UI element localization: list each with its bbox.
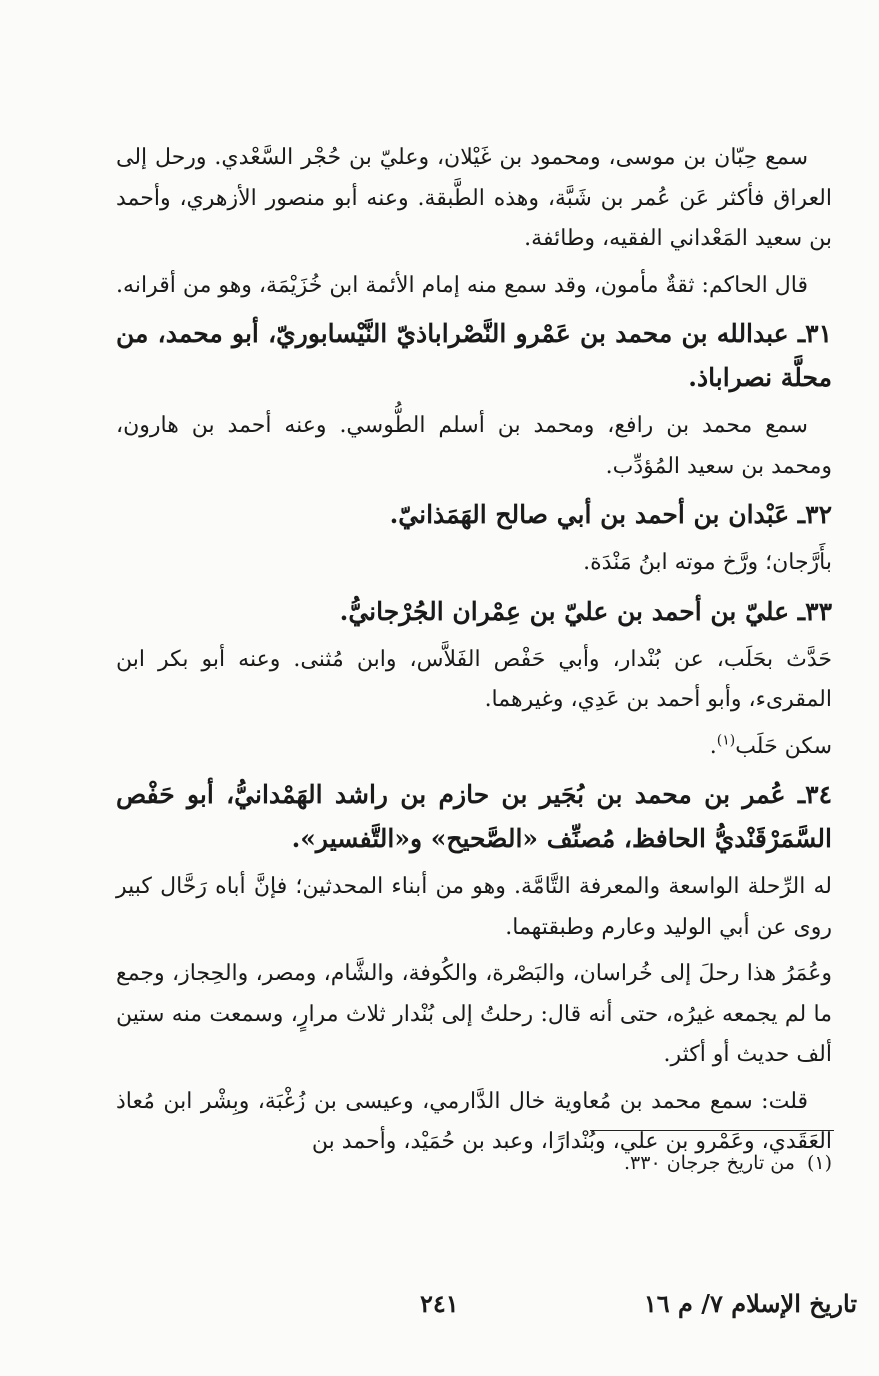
paragraph-end: . xyxy=(709,733,717,759)
paragraph: حَدَّث بحَلَب، عن بُنْدار، وأبي حَفْص الفَلاَّس، وابن مُثنى. وعنه أبو بكر ابن المقرىء، وأبو أحمد بن عَدِي، وغيرهما. xyxy=(116,646,832,712)
paragraph: وعُمَرُ هذا رحلَ إلى خُراسان، والبَصْرة، والكُوفة، والشَّام، ومصر، والحِجاز، وجمع ما لم يجمعه غيرُه، حتى أنه قال: رحلتُ إلى بُنْدار ثلاث مرارٍ، وسمعت منه ستين ألف حديث أو أكثر. xyxy=(116,961,832,1067)
entry-heading-34: ٣٤ـ عُمر بن محمد بن بُجَير بن حازم بن راشد الهَمْدانيُّ، أبو حَفْص السَّمَرْقَنْديُّ الحافظ، مُصنِّف «الصَّحيح» و«التَّفسير». xyxy=(116,780,832,853)
running-title: تاريخ الإسلام ٧/ م ١٦ xyxy=(643,1289,857,1318)
footnote xyxy=(624,1148,832,1178)
paragraph: بأَرَّجان؛ ورَّخ موته ابنُ مَنْدَة. xyxy=(583,550,832,575)
entry-heading-33: ٣٣ـ عليّ بن أحمد بن عليّ بن عِمْران الجُرْجانيُّ. xyxy=(339,596,832,626)
entry-heading-31: ٣١ـ عبدالله بن محمد بن عَمْرو النَّصْراباذيّ النَّيْسابوريّ، أبو محمد، من محلَّة نصراباذ. xyxy=(116,319,832,392)
paragraph xyxy=(116,727,832,768)
main-text xyxy=(116,138,832,1169)
footnote-text: من تاريخ جرجان ٣٣٠. xyxy=(623,1152,795,1174)
paragraph: سمع حِبّان بن موسى، ومحمود بن غَيْلان، وعليّ بن حُجْر السَّعْدي. ورحل إلى العراق فأكثر عَن عُمر بن شَبَّة، وهذه الطَّبقة. وعنه أبو منصور الأزهري، وأحمد بن سعيد المَعْداني الفقيه، وطائفة. xyxy=(116,145,832,251)
paragraph: قلت: سمع محمد بن مُعاوية خال الدَّارمي، وعيسى بن زُغْبَة، وبِشْر ابن مُعاذ العَقَدي، وعَمْرو بن علي، وبُنْدارًا، وعبد بن حُمَيْد، وأحمد بن xyxy=(116,1088,832,1154)
footnote-number: (١) xyxy=(806,1152,832,1174)
page-footer xyxy=(0,1282,879,1326)
footnote-divider xyxy=(590,1130,834,1131)
footnote-reference[interactable]: (١) xyxy=(716,732,736,749)
page-number: ٢٤١ xyxy=(420,1289,459,1318)
paragraph: له الرِّحلة الواسعة والمعرفة التَّامَّة. وهو من أبناء المحدثين؛ فإنَّ أباه رَحَّال كبير روى عن أبي الوليد وعارم وطبقتهما. xyxy=(116,874,832,940)
paragraph: قال الحاكم: ثقةٌ مأمون، وقد سمع منه إمام الأئمة ابن خُزَيْمَة، وهو من أقرانه. xyxy=(116,272,808,298)
entry-heading-32: ٣٢ـ عَبْدان بن أحمد بن أبي صالح الهَمَذانيّ. xyxy=(389,500,832,529)
paragraph-text: سكن حَلَب xyxy=(735,733,832,759)
paragraph: سمع محمد بن رافع، ومحمد بن أسلم الطُّوسي. وعنه أحمد بن هارون، ومحمد بن سعيد المُؤدِّب. xyxy=(116,413,832,479)
